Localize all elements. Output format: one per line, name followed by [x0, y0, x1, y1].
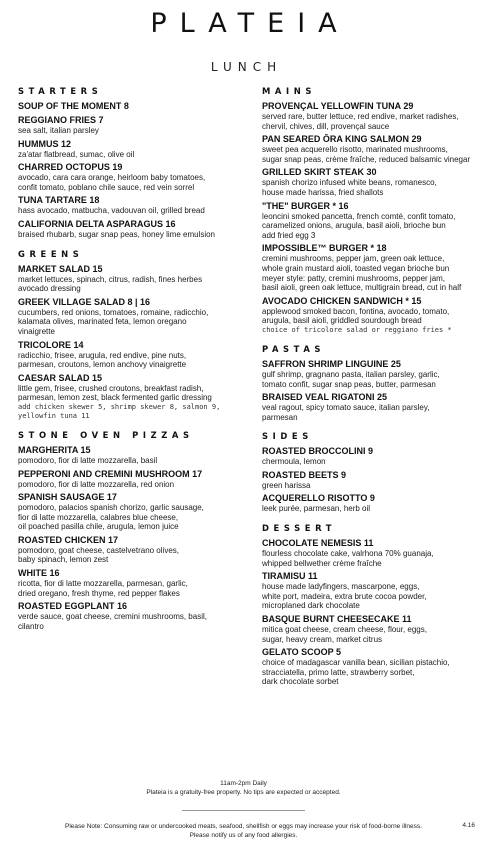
menu-item-description: za'atar flatbread, sumac, olive oil [18, 149, 135, 159]
menu-item [262, 446, 487, 467]
menu-item-description: leoncini smoked pancetta, french comté, confit tomato, [262, 211, 456, 221]
menu-item-description: meyer style: patty, cremini mushrooms, pepper jam, [262, 273, 446, 283]
health-warning-text: Please Note: Consuming raw or undercooked meats, seafood, shellfish or eggs may increase your risk of food-borne illness. [65, 823, 422, 830]
gratuity-text: Plateia is a gratuity-free property. No tips are expected or accepted. [146, 789, 341, 796]
menu-item-description: applewood smoked bacon, fontina, avocado, tomato, [262, 306, 450, 316]
menu-item-description: house made harissa, fried shallots [262, 187, 384, 197]
menu-item-description: cilantro [18, 621, 44, 631]
menu-item-description: avocado dressing [18, 284, 81, 294]
menu-item-name: MARKET SALAD 15 [18, 263, 103, 274]
section-heading-mains: MAINS [262, 86, 316, 96]
menu-item-description: pomodoro, fior di latte mozzarella, red onion [18, 479, 175, 489]
menu-item [262, 538, 487, 568]
menu-item [18, 297, 243, 337]
menu-item-description: dark chocolate sorbet [262, 677, 339, 687]
menu-item [18, 101, 243, 112]
menu-item [262, 470, 487, 491]
menu-item-description: parmesan [262, 412, 298, 422]
menu-item-description: avocado, cara cara orange, heirloom baby tomatoes, [18, 173, 206, 183]
hours-text: 11am-2pm Daily [220, 780, 267, 787]
menu-item-name: TUNA TARTARE 18 [18, 195, 100, 206]
menu-item [262, 167, 487, 197]
menu-item-name: AVOCADO CHICKEN SANDWICH * 15 [262, 295, 422, 306]
menu-item-description: pomodoro, fior di latte mozzarella, basil [18, 455, 158, 465]
menu-item-description: green harissa [262, 480, 311, 490]
restaurant-name: PLATEIA [150, 8, 350, 39]
menu-item-description: sea salt, italian parsley [18, 126, 99, 135]
section-heading-stone-oven-pizzas: STONE OVEN PIZZAS [18, 429, 194, 440]
menu-item [18, 535, 243, 565]
menu-item-name: CALIFORNIA DELTA ASPARAGUS 16 [18, 218, 176, 229]
section-heading-pastas: PASTAS [262, 343, 326, 354]
menu-item-name: MARGHERITA 15 [18, 444, 91, 455]
section-heading-sides: SIDES [262, 431, 313, 442]
menu-item-description: spanish chorizo infused white beans, romanesco, [262, 178, 437, 188]
menu-item-description: vinaigrette [18, 326, 55, 336]
menu-column-left [18, 86, 243, 634]
menu-title: LUNCH [210, 60, 283, 74]
menu-item-name: IMPOSSIBLE™ BURGER * 18 [262, 243, 387, 254]
menu-item-description: add fried egg 3 [262, 230, 316, 240]
menu-item-description: little gem, frisee, crushed croutons, breakfast radish, [18, 383, 204, 393]
menu-item-name: PEPPERONI AND CREMINI MUSHROOM 17 [18, 468, 203, 479]
menu-item [18, 115, 243, 136]
menu-item-description: ricotta, fior di latte mozzarella, parmesan, garlic, [18, 579, 188, 589]
menu-item [18, 264, 243, 294]
menu-item-description: veal ragout, spicy tomato sauce, italian parsley, [262, 403, 430, 413]
menu-item-description: microplaned dark chocolate [262, 601, 360, 611]
menu-item [18, 568, 243, 598]
menu-item-name: ACQUERELLO RISOTTO 9 [262, 493, 375, 504]
menu-item-description: sweet pea acquerello risotto, marinated mushrooms, [262, 145, 448, 155]
menu-item [262, 614, 487, 644]
menu-item-description: caramelized onions, arugula, basil aioli, brioche bun [262, 221, 446, 231]
menu-item-description: braised rhubarb, sugar snap peas, honey lime emulsion [18, 229, 216, 239]
menu-item-name: HUMMUS 12 [18, 138, 72, 149]
menu-item-description: sugar, heavy cream, market citrus [262, 634, 383, 644]
menu-item [18, 340, 243, 370]
menu-item-description: gulf shrimp, gragnano pasta, italian parsley, garlic, [262, 369, 440, 379]
menu-item-name: CHARRED OCTOPUS 19 [18, 162, 123, 173]
menu-item-name: CAESAR SALAD 15 [18, 372, 103, 383]
menu-item-description: kalamata olives, marinated feta, lemon oregano [18, 317, 187, 327]
menu-item-description: flourless chocolate cake, valrhona 70% guanaja, [262, 549, 434, 559]
menu-item-name: ROASTED BEETS 9 [262, 469, 347, 480]
menu-item-name: SOUP OF THE MOMENT 8 [18, 101, 129, 111]
menu-item [262, 201, 487, 241]
menu-item-description: market lettuces, spinach, citrus, radish, fines herbes [18, 274, 203, 284]
allergy-text: Please notify us of any food allergies. [189, 832, 298, 839]
menu-item [18, 219, 243, 240]
menu-item [18, 162, 243, 192]
menu-item-description: tomato confit, sugar snap peas, butter, parmesan [262, 379, 436, 389]
menu-item-description: chervil, chives, dill, provençal sauce [262, 121, 390, 131]
menu-item-name: GREEK VILLAGE SALAD 8 | 16 [18, 296, 151, 307]
menu-item-description: chermoula, lemon [262, 457, 326, 467]
menu-item-description: fior di latte mozzarella, calabres blue cheese, [18, 512, 179, 522]
menu-item [262, 296, 487, 335]
menu-item-description: whole grain mustard aioli, toasted vegan brioche bun [262, 263, 450, 273]
menu-item-name: CHOCOLATE NEMESIS 11 [262, 538, 374, 549]
menu-item [18, 469, 243, 490]
menu-item-addon-note: choice of tricolore salad or reggiano fries * [262, 325, 452, 334]
menu-item-name: PROVENÇAL YELLOWFIN TUNA 29 [262, 101, 414, 111]
menu-item [18, 445, 243, 466]
menu-item-addon-note: yellowfin tuna 11 [18, 411, 90, 420]
menu-item [262, 647, 487, 687]
menu-version: 4.16 [462, 822, 475, 829]
menu-item-description: confit tomato, poblano chile sauce, red vein sorrel [18, 182, 195, 192]
menu-item-description: mitica goat cheese, cream cheese, flour, eggs, [262, 625, 427, 635]
menu-item-description: hass avocado, matbucha, vadouvan oil, grilled bread [18, 206, 205, 216]
menu-item-name: "THE" BURGER * 16 [262, 200, 349, 211]
menu-item-name: PAN SEARED ŌRA KING SALMON 29 [262, 134, 422, 145]
menu-item-name: GELATO SCOOP 5 [262, 647, 342, 658]
footer-divider [182, 810, 305, 811]
menu-item-description: house made ladyfingers, mascarpone, eggs, [262, 582, 420, 592]
menu-column-right [262, 86, 487, 690]
menu-item-description: baby spinach, lemon zest [18, 555, 109, 565]
menu-item [18, 373, 243, 421]
menu-item-description: pomodoro, goat cheese, castelvetrano olives, [18, 545, 179, 555]
menu-item [262, 571, 487, 611]
menu-item-description: arugula, basil aioli, griddled sourdough bread [262, 316, 422, 326]
menu-item [262, 359, 487, 389]
menu-item [262, 493, 487, 514]
menu-item-description: white port, madeira, extra brute cocoa powder, [262, 591, 427, 601]
menu-item [18, 195, 243, 216]
menu-item-name: ROASTED EGGPLANT 16 [18, 601, 128, 612]
menu-item-description: cremini mushrooms, pepper jam, green oak lettuce, [262, 254, 445, 264]
section-heading-starters: STARTERS [18, 86, 103, 96]
menu-item-description: sugar snap peas, crème fraîche, reduced balsamic vinegar [262, 154, 471, 164]
menu-item [18, 492, 243, 532]
menu-item-description: choice of madagascar vanilla bean, sicilian pistachio, [262, 658, 450, 668]
menu-item-description: served rare, butter lettuce, red endive, market radishes, [262, 112, 459, 121]
menu-item [262, 392, 487, 422]
menu-item [262, 134, 487, 164]
menu-item-description: cucumbers, red onions, tomatoes, romaine, radicchio, [18, 307, 209, 317]
menu-item [18, 139, 243, 160]
menu-item-name: ROASTED CHICKEN 17 [18, 534, 119, 545]
menu-item-description: radicchio, frisee, arugula, red endive, pine nuts, [18, 350, 187, 360]
menu-item-name: WHITE 16 [18, 568, 60, 579]
menu-item-addon-note: add chicken skewer 5, shrimp skewer 8, salmon 9, [18, 402, 221, 411]
menu-item-description: stracciatella, primo latte, strawberry sorbet, [262, 667, 415, 677]
menu-item-name: SPANISH SAUSAGE 17 [18, 492, 117, 503]
menu-item [262, 243, 487, 292]
menu-item-description: pomodoro, palacios spanish chorizo, garlic sausage, [18, 503, 204, 513]
menu-item-description: leek purée, parmesan, herb oil [262, 504, 371, 514]
menu-item-name: BRAISED VEAL RIGATONI 25 [262, 392, 388, 403]
menu-item-name: TRICOLORE 14 [18, 339, 84, 350]
menu-item-name: SAFFRON SHRIMP LINGUINE 25 [262, 358, 401, 369]
menu-item-description: parmesan, croutons, lemon anchovy vinaigrette [18, 360, 187, 370]
menu-item [262, 101, 487, 131]
section-heading-greens: GREENS [18, 248, 84, 259]
menu-item-name: ROASTED BROCCOLINI 9 [262, 446, 374, 457]
menu-item-name: REGGIANO FRIES 7 [18, 115, 104, 125]
menu-item-name: GRILLED SKIRT STEAK 30 [262, 167, 377, 178]
section-heading-dessert: DESSERT [262, 523, 337, 534]
menu-item-description: basil aioli, green oak lettuce, multigrain bread, cut in half [262, 283, 462, 293]
menu-item-name: BASQUE BURNT CHEESECAKE 11 [262, 614, 412, 625]
menu-item-name: TIRAMISU 11 [262, 571, 318, 582]
menu-item-description: whipped bellwether crème fraîche [262, 558, 382, 568]
menu-item-description: verde sauce, goat cheese, cremini mushrooms, basil, [18, 612, 207, 622]
menu-item-description: dried oregano, fresh thyme, red pepper flakes [18, 588, 180, 598]
menu-item-description: oil poached pasilla chile, arugula, lemon juice [18, 522, 179, 532]
menu-item-description: parmesan, lemon zest, black fermented garlic dressing [18, 393, 212, 403]
menu-item [18, 601, 243, 631]
